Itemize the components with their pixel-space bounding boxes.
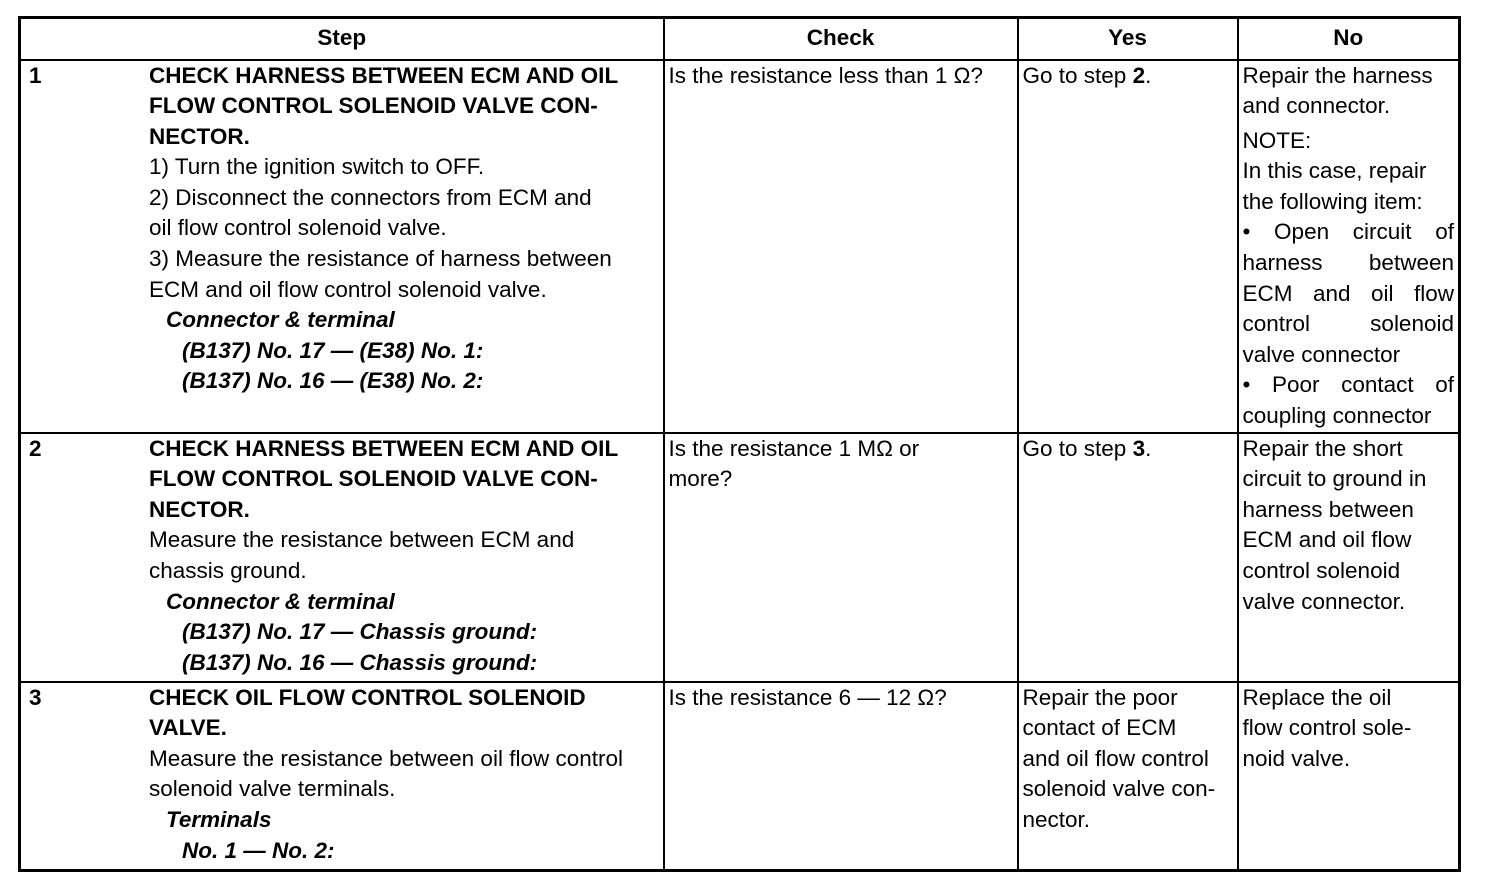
- spec-item: (B137) No. 17 — Chassis ground:: [182, 619, 538, 645]
- yes-cell: [1018, 433, 1238, 682]
- yes-prefix: Go to step: [1022, 62, 1133, 88]
- yes-line: and oil flow control: [1022, 745, 1209, 771]
- no-line: Repair the short: [1242, 435, 1403, 461]
- step-number: 2: [29, 435, 42, 461]
- note-line: harness between: [1242, 250, 1454, 276]
- diagnostic-table-frame: [18, 16, 1458, 870]
- check-line: Is the resistance 1 MΩ or: [668, 435, 920, 461]
- step-cell: [20, 682, 664, 871]
- step-title-line: FLOW CONTROL SOLENOID VALVE CON-: [149, 466, 598, 492]
- step-body: [149, 434, 659, 679]
- note-line: • Poor contact of: [1242, 372, 1454, 398]
- step-title-line: FLOW CONTROL SOLENOID VALVE CON-: [149, 93, 598, 119]
- yes-step-number: 3: [1132, 435, 1146, 461]
- spec-item: (B137) No. 16 — (E38) No. 2:: [182, 368, 484, 394]
- no-cell: [1238, 433, 1460, 682]
- spec-label: Terminals: [166, 807, 272, 832]
- header-yes: Yes: [1018, 18, 1238, 60]
- yes-cell: [1018, 682, 1238, 871]
- note-line: In this case, repair: [1242, 158, 1427, 184]
- no-cell: [1238, 60, 1460, 433]
- no-line: Repair the harness: [1242, 62, 1433, 88]
- step-instruction: solenoid valve terminals.: [149, 776, 396, 802]
- yes-suffix: .: [1145, 435, 1152, 461]
- diagnostic-table: [18, 16, 1461, 872]
- yes-suffix: .: [1145, 62, 1152, 88]
- spec-item: (B137) No. 17 — (E38) No. 1:: [182, 337, 484, 363]
- check-line: more?: [668, 466, 733, 492]
- step-instruction: 1) Turn the ignition switch to OFF.: [149, 154, 485, 180]
- no-line: noid valve.: [1242, 745, 1351, 771]
- note-line: coupling connector: [1242, 403, 1432, 429]
- step-cell: [20, 433, 664, 682]
- check-text: Is the resistance 6 — 12 Ω?: [668, 684, 947, 710]
- spec-label: Connector & terminal: [166, 588, 395, 614]
- no-line: circuit to ground in: [1242, 466, 1427, 492]
- note-line: ECM and oil flow: [1242, 280, 1454, 306]
- spec-item: (B137) No. 16 — Chassis ground:: [182, 649, 538, 675]
- yes-line: contact of ECM: [1022, 715, 1177, 741]
- step-title-line: CHECK HARNESS BETWEEN ECM AND OIL: [149, 435, 619, 461]
- no-line: flow control sole-: [1242, 715, 1412, 741]
- step-title-line: CHECK OIL FLOW CONTROL SOLENOID: [149, 684, 586, 710]
- yes-cell: [1018, 60, 1238, 433]
- step-instruction: Measure the resistance between oil flow control: [149, 745, 623, 771]
- no-line: ECM and oil flow: [1242, 527, 1412, 553]
- step-instruction: 3) Measure the resistance of harness between: [149, 246, 612, 272]
- step-instruction: oil flow control solenoid valve.: [149, 215, 447, 241]
- spec-item: No. 1 — No. 2:: [182, 837, 335, 863]
- no-line: valve connector.: [1242, 588, 1406, 614]
- yes-line: solenoid valve con-: [1022, 776, 1216, 802]
- step-instruction: 2) Disconnect the connectors from ECM and: [149, 184, 592, 210]
- note-line: valve connector: [1242, 341, 1401, 367]
- no-cell: [1238, 682, 1460, 871]
- check-cell: [664, 682, 1018, 871]
- step-title-line: NECTOR.: [149, 123, 250, 149]
- step-body: [149, 61, 659, 398]
- header-no: No: [1238, 18, 1460, 60]
- step-instruction: chassis ground.: [149, 558, 307, 583]
- table-row: [20, 682, 1460, 871]
- note-line: control solenoid: [1242, 311, 1454, 337]
- no-line: and connector.: [1242, 93, 1391, 119]
- step-number: 1: [29, 62, 42, 88]
- table-row: [20, 60, 1460, 433]
- note-label: NOTE:: [1242, 127, 1312, 153]
- header-row: [20, 18, 1460, 60]
- check-cell: [664, 433, 1018, 682]
- note-line: • Open circuit of: [1242, 219, 1454, 245]
- header-step: Step: [20, 18, 664, 60]
- check-text: Is the resistance less than 1 Ω?: [668, 62, 983, 88]
- step-instruction: Measure the resistance between ECM and: [149, 527, 575, 553]
- yes-step-number: 2: [1132, 62, 1146, 88]
- header-check: Check: [664, 18, 1018, 60]
- step-number: 3: [29, 684, 42, 710]
- check-cell: [664, 60, 1018, 433]
- step-cell: [20, 60, 664, 433]
- yes-line: Repair the poor: [1022, 684, 1178, 710]
- yes-line: nector.: [1022, 807, 1091, 832]
- step-body: [149, 683, 659, 867]
- no-line: control solenoid: [1242, 558, 1401, 583]
- table-row: [20, 433, 1460, 682]
- step-title-line: CHECK HARNESS BETWEEN ECM AND OIL: [149, 62, 619, 88]
- yes-text: [1023, 61, 1233, 92]
- step-title-line: NECTOR.: [149, 496, 250, 522]
- spec-label: Connector & terminal: [166, 307, 395, 333]
- step-instruction: ECM and oil flow control solenoid valve.: [149, 276, 547, 302]
- no-line: Replace the oil: [1242, 684, 1392, 710]
- step-title-line: VALVE.: [149, 715, 227, 741]
- no-line: harness between: [1242, 496, 1414, 522]
- yes-text: [1023, 434, 1233, 465]
- note-line: the following item:: [1242, 188, 1423, 214]
- yes-prefix: Go to step: [1022, 435, 1133, 461]
